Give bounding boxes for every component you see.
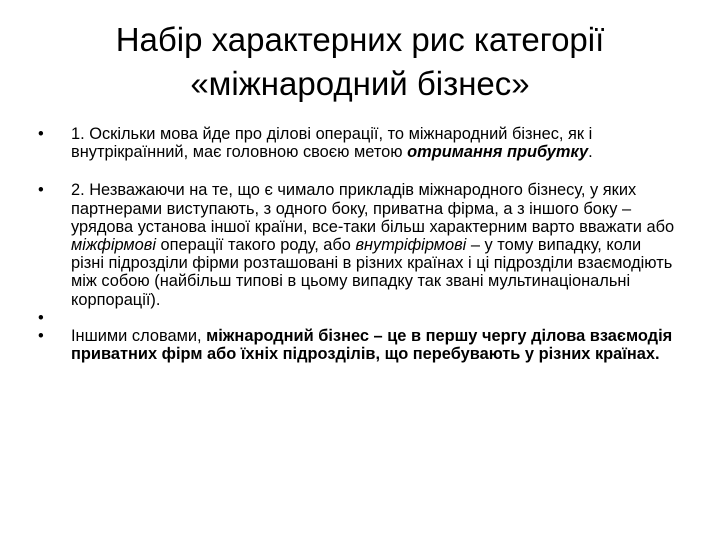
bullet-2-text-c: – у тому випадку, коли різні підрозділи фірми розташовані в різних країнах і ці підрозділи взаємодіють між собою (найбільш типові в цьому випадку так звані мультинаціональні корпорації). xyxy=(71,236,673,309)
bullet-item-2 xyxy=(38,181,678,308)
bullet-list xyxy=(38,125,678,363)
bullet-2-text-a: 2. Незважаючи на те, що є чимало прикладів міжнародного бізнесу, у яких партнерами виступають, з одного боку, приватна фірма, а з іншого боку – урядова установа іншої країни, все-таки більш характерним варто вважати або xyxy=(71,181,675,236)
title-line-2: «міжнародний бізнес» xyxy=(190,65,530,102)
bullet-4-emphasis: міжнародний бізнес – це в першу чергу ділова взаємодія приватних фірм або їхніх підрозділів, що перебувають у різних країнах. xyxy=(71,326,673,364)
bullet-4-text: Іншими словами, xyxy=(71,326,207,345)
title-line-1: Набір характерних рис категорії xyxy=(115,21,605,58)
bullet-item-4 xyxy=(38,327,678,363)
bullet-item-1 xyxy=(38,125,678,161)
slide-title xyxy=(40,18,680,106)
bullet-1-end: . xyxy=(588,143,593,162)
bullet-2-text-b: операції такого роду, або xyxy=(155,236,356,255)
bullet-1-emphasis: отримання прибутку xyxy=(407,143,589,162)
bullet-1-text: 1. Оскільки мова йде про ділові операції, то міжнародний бізнес, як і внутрікраїнний, має головною своєю метою xyxy=(71,125,593,162)
bullet-2-emphasis-b: внутріфірмові xyxy=(355,236,467,255)
bullet-2-emphasis-a: міжфірмові xyxy=(71,236,156,255)
bullet-item-3-empty xyxy=(38,309,678,327)
